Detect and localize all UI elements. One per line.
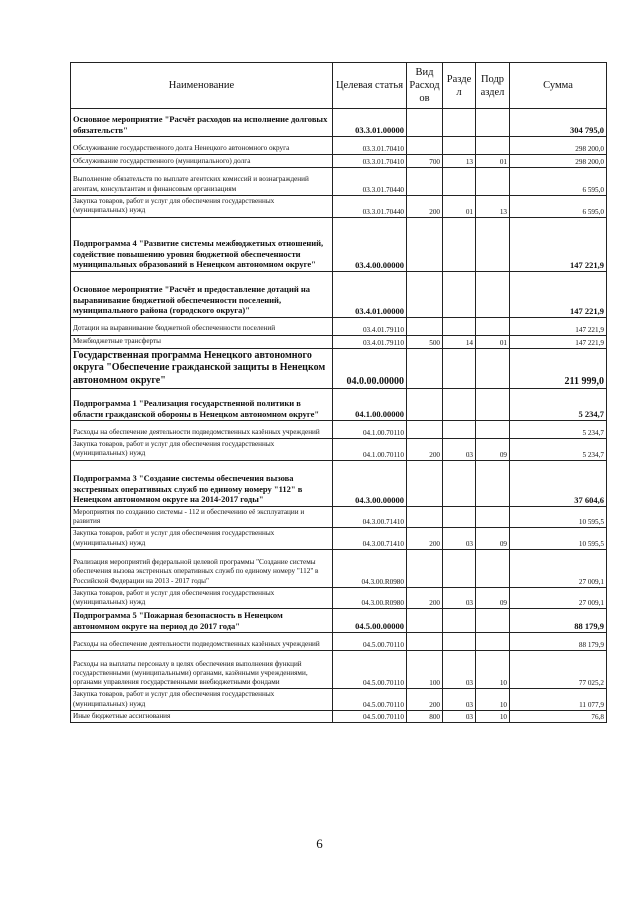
row-section: 03 bbox=[443, 528, 476, 550]
row-name: Основное мероприятие "Расчёт расходов на исполнение долговых обязательств" bbox=[71, 109, 333, 137]
row-subsection: 09 bbox=[476, 528, 510, 550]
row-target-article: 04.5.00.70110 bbox=[333, 711, 407, 723]
header-name: Наименование bbox=[71, 63, 333, 109]
row-target-article: 04.0.00.00000 bbox=[333, 348, 407, 389]
row-sum: 147 221,9 bbox=[510, 317, 607, 335]
row-subsection: 10 bbox=[476, 689, 510, 711]
row-sum: 37 604,6 bbox=[510, 460, 607, 506]
table-row bbox=[71, 506, 607, 528]
row-section: 03 bbox=[443, 651, 476, 689]
row-section bbox=[443, 389, 476, 421]
row-subsection bbox=[476, 549, 510, 587]
row-sum: 5 234,7 bbox=[510, 389, 607, 421]
row-target-article: 04.5.00.00000 bbox=[333, 609, 407, 633]
row-subsection bbox=[476, 168, 510, 196]
row-target-article: 03.4.01.79110 bbox=[333, 317, 407, 335]
row-expense-type bbox=[407, 609, 443, 633]
table-row bbox=[71, 633, 607, 651]
budget-table bbox=[70, 62, 607, 723]
row-expense-type bbox=[407, 389, 443, 421]
table-row bbox=[71, 271, 607, 317]
table-row bbox=[71, 109, 607, 137]
table-row bbox=[71, 389, 607, 421]
row-target-article: 04.3.00.R0980 bbox=[333, 549, 407, 587]
row-section bbox=[443, 421, 476, 439]
row-expense-type bbox=[407, 421, 443, 439]
row-sum: 304 795,0 bbox=[510, 109, 607, 137]
table-row bbox=[71, 155, 607, 168]
row-sum: 88 179,9 bbox=[510, 609, 607, 633]
row-subsection bbox=[476, 217, 510, 271]
row-target-article: 04.3.00.71410 bbox=[333, 528, 407, 550]
row-sum: 147 221,9 bbox=[510, 335, 607, 348]
row-subsection: 01 bbox=[476, 335, 510, 348]
row-target-article: 04.1.00.70110 bbox=[333, 421, 407, 439]
row-target-article: 03.3.01.70440 bbox=[333, 168, 407, 196]
row-section bbox=[443, 217, 476, 271]
table-row bbox=[71, 460, 607, 506]
row-section bbox=[443, 549, 476, 587]
row-section: 03 bbox=[443, 587, 476, 609]
header-section: Разде л bbox=[443, 63, 476, 109]
row-subsection bbox=[476, 109, 510, 137]
row-target-article: 03.4.01.79110 bbox=[333, 335, 407, 348]
row-name: Выполнение обязательств по выплате агентских комиссий и вознаграждений агентам, консультантам и финансовым организациям bbox=[71, 168, 333, 196]
row-expense-type: 200 bbox=[407, 196, 443, 218]
row-subsection bbox=[476, 348, 510, 389]
row-subsection: 13 bbox=[476, 196, 510, 218]
row-expense-type: 200 bbox=[407, 439, 443, 461]
row-sum: 147 221,9 bbox=[510, 271, 607, 317]
row-expense-type bbox=[407, 549, 443, 587]
row-expense-type bbox=[407, 271, 443, 317]
table-row bbox=[71, 348, 607, 389]
row-sum: 6 595,0 bbox=[510, 196, 607, 218]
row-subsection bbox=[476, 609, 510, 633]
row-target-article: 04.1.00.00000 bbox=[333, 389, 407, 421]
table-row bbox=[71, 549, 607, 587]
row-section bbox=[443, 168, 476, 196]
row-name: Подпрограмма 5 "Пожарная безопасность в Ненецком автономном округе на период до 2017 года" bbox=[71, 609, 333, 633]
row-name: Дотации на выравнивание бюджетной обеспеченности поселений bbox=[71, 317, 333, 335]
table-row bbox=[71, 689, 607, 711]
row-target-article: 03.3.01.70440 bbox=[333, 196, 407, 218]
row-sum: 27 009,1 bbox=[510, 549, 607, 587]
row-target-article: 03.4.00.00000 bbox=[333, 217, 407, 271]
row-name: Мероприятия по созданию системы - 112 и обеспечению её эксплуатации и развития bbox=[71, 506, 333, 528]
row-name: Основное мероприятие "Расчёт и предоставление дотаций на выравнивание бюджетной обеспеченности поселений, муниципального района (городского округа)" bbox=[71, 271, 333, 317]
row-expense-type: 100 bbox=[407, 651, 443, 689]
row-sum: 27 009,1 bbox=[510, 587, 607, 609]
row-sum: 10 595,5 bbox=[510, 528, 607, 550]
row-subsection: 09 bbox=[476, 439, 510, 461]
table-row bbox=[71, 421, 607, 439]
row-section bbox=[443, 609, 476, 633]
row-subsection: 01 bbox=[476, 155, 510, 168]
row-target-article: 04.1.00.70110 bbox=[333, 439, 407, 461]
row-section: 14 bbox=[443, 335, 476, 348]
row-name: Закупка товаров, работ и услуг для обеспечения государственных (муниципальных) нужд bbox=[71, 439, 333, 461]
row-subsection: 10 bbox=[476, 651, 510, 689]
row-expense-type: 800 bbox=[407, 711, 443, 723]
row-section bbox=[443, 348, 476, 389]
table-body bbox=[71, 109, 607, 723]
row-subsection bbox=[476, 389, 510, 421]
row-section bbox=[443, 460, 476, 506]
row-sum: 11 077,9 bbox=[510, 689, 607, 711]
row-name: Государственная программа Ненецкого автономного округа "Обеспечение гражданской защиты в Ненецком автономном округе" bbox=[71, 348, 333, 389]
row-section: 03 bbox=[443, 439, 476, 461]
table-row bbox=[71, 217, 607, 271]
header-sum: Сумма bbox=[510, 63, 607, 109]
row-expense-type: 200 bbox=[407, 689, 443, 711]
row-name: Обслуживание государственного (муниципального) долга bbox=[71, 155, 333, 168]
row-sum: 211 999,0 bbox=[510, 348, 607, 389]
row-target-article: 03.3.01.00000 bbox=[333, 109, 407, 137]
row-name: Подпрограмма 1 "Реализация государственной политики в области гражданской обороны в Ненецком автономном округе" bbox=[71, 389, 333, 421]
row-section: 01 bbox=[443, 196, 476, 218]
row-expense-type bbox=[407, 633, 443, 651]
row-expense-type: 500 bbox=[407, 335, 443, 348]
row-section: 13 bbox=[443, 155, 476, 168]
row-subsection: 10 bbox=[476, 711, 510, 723]
row-section bbox=[443, 506, 476, 528]
row-subsection bbox=[476, 633, 510, 651]
row-target-article: 04.3.00.R0980 bbox=[333, 587, 407, 609]
row-expense-type bbox=[407, 137, 443, 155]
table-row bbox=[71, 609, 607, 633]
row-name: Закупка товаров, работ и услуг для обеспечения государственных (муниципальных) нужд bbox=[71, 689, 333, 711]
row-target-article: 03.3.01.70410 bbox=[333, 155, 407, 168]
row-subsection bbox=[476, 421, 510, 439]
row-name: Закупка товаров, работ и услуг для обеспечения государственных (муниципальных) нужд bbox=[71, 196, 333, 218]
row-expense-type bbox=[407, 460, 443, 506]
row-sum: 5 234,7 bbox=[510, 439, 607, 461]
row-name: Расходы на выплаты персоналу в целях обеспечения выполнения функций государственными (муниципальными) органами, казёнными учреждениями, органами управления государственными внебюджетными фондами bbox=[71, 651, 333, 689]
row-sum: 88 179,9 bbox=[510, 633, 607, 651]
row-name: Реализация мероприятий федеральной целевой программы "Создание системы обеспечения вызова экстренных оперативных служб по единому номеру "112" в Российской Федерации на 2013 - 2017 годы" bbox=[71, 549, 333, 587]
row-name: Обслуживание государственного долга Ненецкого автономного округа bbox=[71, 137, 333, 155]
row-section bbox=[443, 271, 476, 317]
row-sum: 147 221,9 bbox=[510, 217, 607, 271]
row-section: 03 bbox=[443, 711, 476, 723]
table-row bbox=[71, 335, 607, 348]
row-expense-type bbox=[407, 168, 443, 196]
row-expense-type bbox=[407, 317, 443, 335]
row-expense-type bbox=[407, 109, 443, 137]
row-target-article: 03.3.01.70410 bbox=[333, 137, 407, 155]
row-name: Подпрограмма 4 "Развитие системы межбюджетных отношений, содействие повышению уровня бюджетной обеспеченности муниципальных образований в Ненецком автономном округе" bbox=[71, 217, 333, 271]
row-sum: 77 025,2 bbox=[510, 651, 607, 689]
row-target-article: 03.4.01.00000 bbox=[333, 271, 407, 317]
row-expense-type: 200 bbox=[407, 528, 443, 550]
table-row bbox=[71, 168, 607, 196]
table-row bbox=[71, 587, 607, 609]
row-expense-type bbox=[407, 348, 443, 389]
row-name: Межбюджетные трансферты bbox=[71, 335, 333, 348]
table-row bbox=[71, 137, 607, 155]
row-subsection bbox=[476, 137, 510, 155]
row-section bbox=[443, 109, 476, 137]
row-subsection bbox=[476, 460, 510, 506]
row-expense-type: 200 bbox=[407, 587, 443, 609]
row-name: Закупка товаров, работ и услуг для обеспечения государственных (муниципальных) нужд bbox=[71, 528, 333, 550]
row-name: Расходы на обеспечение деятельности подведомственных казённых учреждений bbox=[71, 421, 333, 439]
row-sum: 6 595,0 bbox=[510, 168, 607, 196]
table-row bbox=[71, 651, 607, 689]
row-subsection bbox=[476, 317, 510, 335]
row-target-article: 04.5.00.70110 bbox=[333, 689, 407, 711]
row-name: Расходы на обеспечение деятельности подведомственных казённых учреждений bbox=[71, 633, 333, 651]
row-section bbox=[443, 633, 476, 651]
row-name: Закупка товаров, работ и услуг для обеспечения государственных (муниципальных) нужд bbox=[71, 587, 333, 609]
page-number: 6 bbox=[316, 836, 323, 851]
header-subsection: Подр аздел bbox=[476, 63, 510, 109]
table-row bbox=[71, 439, 607, 461]
row-section bbox=[443, 317, 476, 335]
row-expense-type bbox=[407, 217, 443, 271]
row-sum: 10 595,5 bbox=[510, 506, 607, 528]
table-header-row bbox=[71, 63, 607, 109]
row-target-article: 04.3.00.00000 bbox=[333, 460, 407, 506]
row-sum: 298 200,0 bbox=[510, 155, 607, 168]
table-row bbox=[71, 528, 607, 550]
row-sum: 298 200,0 bbox=[510, 137, 607, 155]
row-sum: 5 234,7 bbox=[510, 421, 607, 439]
row-expense-type bbox=[407, 506, 443, 528]
table-row bbox=[71, 196, 607, 218]
row-target-article: 04.3.00.71410 bbox=[333, 506, 407, 528]
row-target-article: 04.5.00.70110 bbox=[333, 651, 407, 689]
row-target-article: 04.5.00.70110 bbox=[333, 633, 407, 651]
row-section: 03 bbox=[443, 689, 476, 711]
row-subsection: 09 bbox=[476, 587, 510, 609]
row-name: Иные бюджетные ассигнования bbox=[71, 711, 333, 723]
table-row bbox=[71, 317, 607, 335]
row-name: Подпрограмма 3 "Создание системы обеспечения вызова экстренных оперативных служб по единому номеру "112" в Ненецком автономном округе на 2014-2017 годы" bbox=[71, 460, 333, 506]
header-target-article: Целевая статья bbox=[333, 63, 407, 109]
row-subsection bbox=[476, 506, 510, 528]
row-expense-type: 700 bbox=[407, 155, 443, 168]
table-row bbox=[71, 711, 607, 723]
row-section bbox=[443, 137, 476, 155]
row-sum: 76,8 bbox=[510, 711, 607, 723]
row-subsection bbox=[476, 271, 510, 317]
header-expense-type: Вид Расход ов bbox=[407, 63, 443, 109]
